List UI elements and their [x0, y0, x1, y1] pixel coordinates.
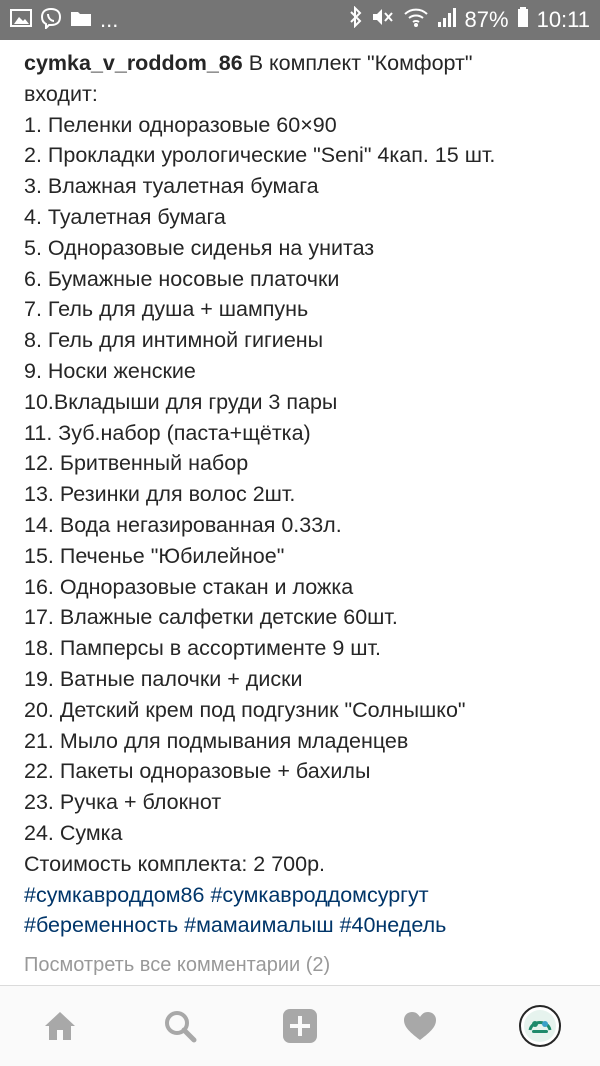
list-item: 24. Сумка: [24, 820, 123, 845]
wifi-icon: [403, 6, 429, 34]
activity-heart-icon[interactable]: [396, 1002, 444, 1050]
status-overflow-text: ...: [100, 7, 119, 32]
list-item: 21. Мыло для подмывания младенцев: [24, 728, 409, 753]
clock: 10:11: [536, 7, 590, 32]
bluetooth-icon: [349, 6, 363, 34]
list-item: 20. Детский крем под подгузник "Солнышко": [24, 697, 466, 722]
list-item: 18. Памперсы в ассортименте 9 шт.: [24, 636, 381, 661]
battery-percent: 87%: [464, 7, 509, 32]
folder-icon: [70, 9, 92, 32]
post-caption: [24, 48, 584, 941]
post-username-link[interactable]: cymka_v_roddom_86: [24, 51, 243, 75]
list-item: 11. Зуб.набор (паста+щётка): [24, 420, 311, 445]
battery-icon: [517, 6, 529, 34]
home-icon[interactable]: [36, 1002, 84, 1050]
view-all-comments-link[interactable]: Посмотреть все комментарии (2): [24, 954, 331, 976]
list-item: 22. Пакеты одноразовые + бахилы: [24, 759, 371, 784]
list-item: 5. Одноразовые сиденья на унитаз: [24, 235, 375, 260]
profile-avatar[interactable]: [516, 1002, 564, 1050]
list-item: 4. Туалетная бумага: [24, 204, 226, 229]
list-item: 3. Влажная туалетная бумага: [24, 174, 319, 199]
list-item: 17. Влажные салфетки детские 60шт.: [24, 605, 398, 630]
hashtag-link[interactable]: #40недель: [339, 913, 447, 938]
caption-intro-2: входит:: [24, 81, 98, 106]
list-item: 19. Ватные палочки + диски: [24, 666, 303, 691]
list-item: 23. Ручка + блокнот: [24, 790, 222, 815]
bottom-tab-bar: [0, 985, 600, 1066]
signal-icon: [437, 6, 457, 34]
list-item: 7. Гель для душа + шампунь: [24, 297, 309, 322]
viber-icon: [40, 7, 62, 34]
hashtags-line-2: [24, 910, 584, 941]
status-bar-left: [10, 8, 118, 32]
status-bar: [0, 0, 600, 40]
caption-intro: В комплект "Комфорт": [248, 51, 473, 75]
caption-header: [24, 48, 584, 79]
list-item: 2. Прокладки урологические "Seni" 4кап. 15 шт.: [24, 143, 496, 168]
image-icon: [10, 8, 32, 33]
price-line: Стоимость комплекта: 2 700р.: [24, 851, 326, 876]
list-item: 16. Одноразовые стакан и ложка: [24, 574, 354, 599]
list-item: 10.Вкладыши для груди 3 пары: [24, 389, 338, 414]
list-item: 13. Резинки для волос 2шт.: [24, 482, 296, 507]
list-item: 15. Печенье "Юбилейное": [24, 543, 285, 568]
hashtag-link[interactable]: #мамаималыш: [184, 913, 334, 938]
hashtag-link[interactable]: #сумкавроддом86: [24, 882, 205, 907]
status-bar-right: [349, 8, 590, 32]
search-icon[interactable]: [156, 1002, 204, 1050]
list-item: 12. Бритвенный набор: [24, 451, 249, 476]
list-item: 9. Носки женские: [24, 358, 196, 383]
list-item: 14. Вода негазированная 0.33л.: [24, 512, 342, 537]
mute-icon: [371, 6, 395, 34]
hashtag-link[interactable]: #беременность: [24, 913, 179, 938]
list-item: 1. Пеленки одноразовые 60×90: [24, 112, 337, 137]
list-item: 8. Гель для интимной гигиены: [24, 328, 324, 353]
hashtags-line-1: [24, 880, 584, 911]
list-item: 6. Бумажные носовые платочки: [24, 266, 340, 291]
hashtag-link[interactable]: #сумкавроддомсургут: [210, 882, 429, 907]
add-post-icon[interactable]: [276, 1002, 324, 1050]
